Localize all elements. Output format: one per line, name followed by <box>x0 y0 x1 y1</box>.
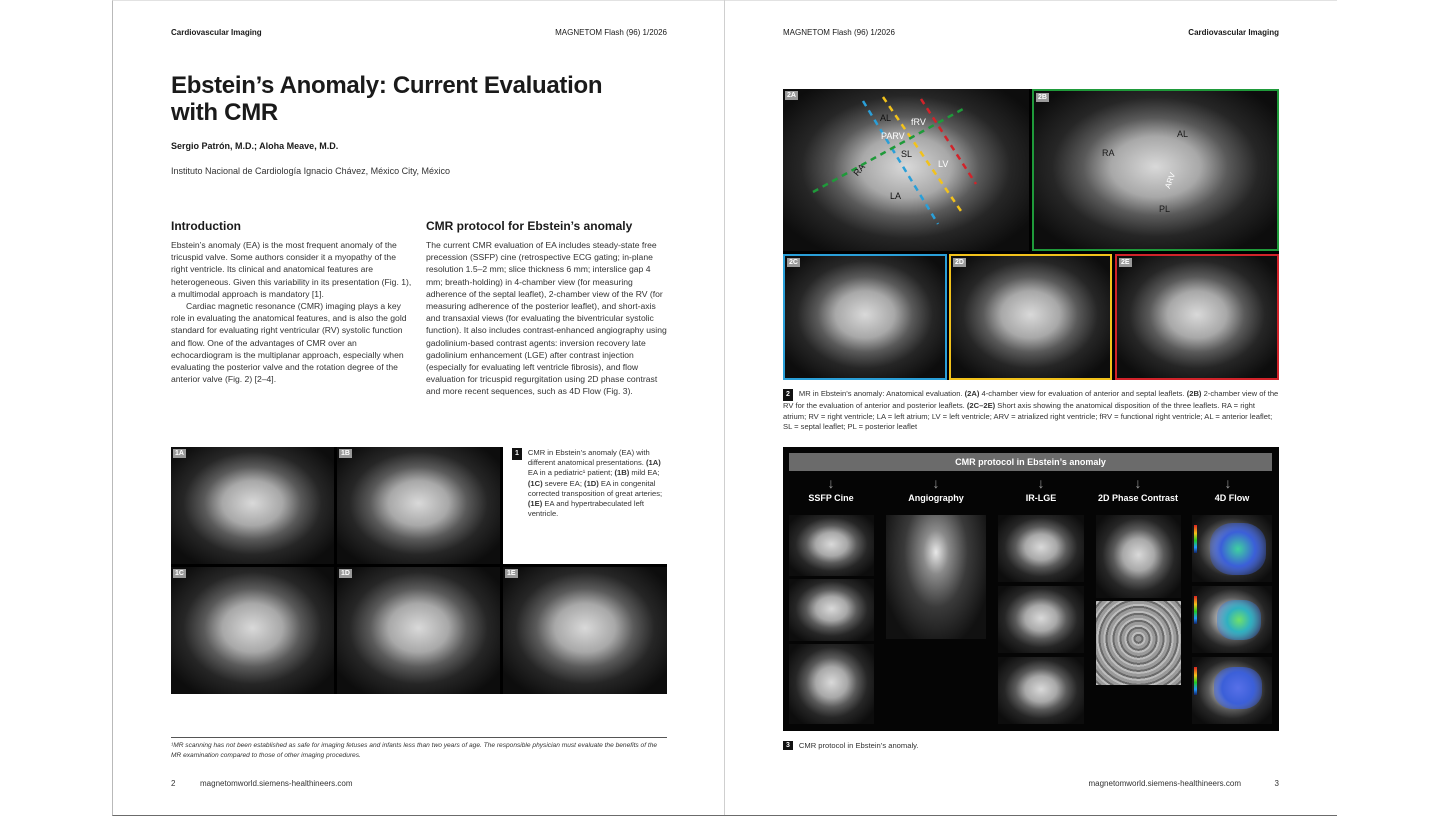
caption-text <box>783 389 1278 431</box>
panel-label: 2E <box>1121 259 1130 266</box>
body-paragraph: The current CMR evaluation of EA includes steady-state free precession (SSFP) cine (retrospective ECG gating; in-plane resolution 1.5–2 mm; slice thickness 6 mm; interslice gap 4 mm; breath-holding) in 4-chamber view (for measuring adherence of the septal leaflet), 2-chamber view of the RV (for measuring adherence of the posterior leaflet), and short-axis and transaxial views (for evaluating the biventricular systolic function). It also includes contrast-enhanced angiography using gadolinium-based contrast agents: inversion recovery late gadolinium enhancement (LGE) after contrast injection (especially for evaluating left ventricle fibrosis), and flow evaluation for tricuspid regurgitation using 2D phase contrast and more recent sequences, such as 4D Flow (Fig. 3). <box>426 240 667 397</box>
caption-panel-ref: (1A) <box>645 458 661 468</box>
section-heading: CMR protocol for Ebstein’s anomaly <box>426 219 633 233</box>
column-2d-phase-contrast: 2D Phase Contrast <box>1097 493 1179 503</box>
caption-panel-ref: (2C–2E) <box>966 401 996 411</box>
flow-overlay <box>1217 600 1261 640</box>
mri-image-1c <box>171 567 334 694</box>
article-affiliation: Instituto Nacional de Cardiología Ignacio Chávez, México City, México <box>171 166 450 176</box>
mri-image-2b <box>1032 89 1279 251</box>
caption-panel-ref: (2A) <box>964 389 980 398</box>
running-head-issue: MAGNETOM Flash (96) 1/2026 <box>555 28 667 37</box>
footnote: ¹MR scanning has not been established as safe for imaging fetuses and infants less than two years of age. The responsible physician must evaluate the benefits of the MR examination compared to those of other imaging procedures. <box>171 742 658 759</box>
caption-panel-ref: (2B) <box>1186 389 1202 398</box>
section-heading: Introduction <box>171 219 241 233</box>
caption-panel-ref: (1D) <box>584 478 599 488</box>
panel-label: 2A <box>787 92 796 99</box>
footnote-rule <box>171 737 667 738</box>
introduction-section <box>171 219 413 385</box>
body-paragraph: Cardiac magnetic resonance (CMR) imaging plays a key role in evaluating the anatomical features, and is also the gold standard for evaluating right ventricular (RV) systolic function and flow. One of the advantages of CMR over an echocardiogram is the multiplanar approach, especially when evaluating the posterior valve and the rotation degree of the anterior valve (Fig. 2) [2–4]. <box>171 301 407 385</box>
4d-flow-image-2 <box>1192 586 1272 653</box>
label-ra: RA <box>1102 148 1115 158</box>
article-authors: Sergio Patrón, M.D.; Aloha Meave, M.D. <box>171 141 339 151</box>
phase-contrast-velocity-image <box>1096 601 1181 685</box>
lge-image-3 <box>998 657 1084 724</box>
panel-label: 1B <box>341 450 350 457</box>
leaflet-plane-lines <box>783 89 1029 251</box>
mri-image-1d <box>337 567 500 694</box>
figure-3-caption <box>783 741 1279 750</box>
panel-label: 2D <box>955 259 964 266</box>
label-frv: fRV <box>911 117 926 127</box>
red-plane-line <box>921 99 976 184</box>
color-scale-bar <box>1194 667 1197 695</box>
protocol-banner: CMR protocol in Ebstein’s anomaly <box>789 453 1272 471</box>
label-arv: ARV <box>1163 171 1178 190</box>
column-ssfp-cine: SSFP Cine <box>808 493 854 503</box>
caption-segment: 4-chamber view for evaluation of anterior and septal leaflets. <box>979 389 1187 398</box>
label-parv: PARV <box>881 131 905 141</box>
figure-1-caption <box>512 448 667 519</box>
label-al: AL <box>1177 129 1189 139</box>
label-la: LA <box>890 191 902 201</box>
4d-flow-image-3 <box>1192 657 1272 724</box>
label-al: AL <box>880 113 892 123</box>
caption-segment: EA in a pediatric¹ patient; <box>527 468 615 478</box>
panel-label: 1E <box>507 570 516 577</box>
ssfp-image-2 <box>789 579 874 641</box>
caption-segment: MR in Ebstein’s anomaly: Anatomical evaluation. <box>798 389 965 398</box>
figure-3 <box>783 447 1279 731</box>
figure-2 <box>783 89 1279 380</box>
lge-image-2 <box>998 586 1084 653</box>
caption-text: CMR protocol in Ebstein’s anomaly. <box>798 741 919 750</box>
down-arrow-icon: ↓ <box>1224 475 1232 491</box>
figure-number: 2 <box>783 389 793 401</box>
flow-overlay <box>1210 523 1266 575</box>
flow-overlay <box>1214 667 1262 709</box>
4d-flow-image-1 <box>1192 515 1272 582</box>
mri-image-2a <box>783 89 1029 251</box>
label-pl: PL <box>1159 204 1171 214</box>
down-arrow-icon: ↓ <box>1037 475 1045 491</box>
caption-panel-ref: (1C) <box>527 478 543 488</box>
label-ra: RA <box>851 161 868 178</box>
website-link[interactable]: magnetomworld.siemens-healthineers.com <box>1088 779 1241 788</box>
mri-image-1b <box>337 447 500 564</box>
left-page <box>171 0 667 815</box>
caption-segment: 2-chamber view of the RV for the evaluation of anterior and posterior leaflets. <box>783 389 1279 411</box>
mri-image-1a <box>171 447 334 564</box>
panel-label: 1D <box>341 570 350 577</box>
page-gutter <box>724 0 725 815</box>
page-number: 2 <box>171 779 176 788</box>
running-head-section: Cardiovascular Imaging <box>171 28 262 37</box>
panel-label: 2C <box>789 259 798 266</box>
label-sl: SL <box>901 149 913 159</box>
caption-segment: EA in congenital corrected transposition of great arteries; <box>527 478 663 498</box>
figure-number: 3 <box>783 741 793 750</box>
page-number: 3 <box>1274 779 1279 788</box>
mri-image-2d <box>949 254 1112 380</box>
caption-panel-ref: (1E) <box>527 499 543 509</box>
caption-segment: severe EA; <box>542 478 585 488</box>
mri-image-1e <box>503 567 667 694</box>
caption-segment: Short axis showing the anatomical disposition of the three leaflets. RA = right atrium; RV = right ventricle; LA = left atrium; LV = left ventricle; ARV = atrialized right ventricle; fRV = functional right ventricle; AL = anterior leaflet; SL = septal leaflet; PL = posterior leaflet <box>783 401 1273 432</box>
figure-number: 1 <box>512 448 522 460</box>
panel-label: 1C <box>175 570 184 577</box>
angiography-image <box>886 515 986 639</box>
body-paragraph: Ebstein’s anomaly (EA) is the most frequent anomaly of the tricuspid valve. Some authors consider it a myopathy of the right ventricle. Its clinical and anatomical features are heterogeneous. Given this variability in its presentation (Fig. 1), a multimodal approach is mandatory [1]. <box>171 240 412 299</box>
caption-text <box>528 448 666 519</box>
protocol-section <box>426 219 668 398</box>
phase-contrast-magnitude-image <box>1096 515 1181 598</box>
panel-label: 2B <box>1038 94 1047 101</box>
column-4d-flow: 4D Flow <box>1214 493 1250 503</box>
down-arrow-icon: ↓ <box>932 475 940 491</box>
right-page <box>783 0 1279 815</box>
website-link[interactable]: magnetomworld.siemens-healthineers.com <box>200 779 353 788</box>
down-arrow-icon: ↓ <box>1134 475 1142 491</box>
ssfp-image-3 <box>789 644 874 724</box>
column-ir-lge: IR-LGE <box>1025 493 1057 503</box>
mri-image-2e <box>1115 254 1279 380</box>
caption-panel-ref: (1B) <box>614 468 630 478</box>
caption-segment: EA and hypertrabeculated left ventricle. <box>527 499 645 519</box>
column-angiography: Angiography <box>908 493 964 503</box>
running-head-issue: MAGNETOM Flash (96) 1/2026 <box>783 28 895 37</box>
panel-label: 1A <box>175 450 184 457</box>
article-title: Ebstein’s Anomaly: Current Evaluation with CMR <box>171 72 603 126</box>
down-arrow-icon: ↓ <box>827 475 835 491</box>
running-head-section: Cardiovascular Imaging <box>1188 28 1279 37</box>
caption-segment: CMR in Ebstein’s anomaly (EA) with different anatomical presentations. <box>527 448 650 468</box>
lge-image-1 <box>998 515 1084 582</box>
color-scale-bar <box>1194 525 1197 553</box>
caption-segment: mild EA; <box>629 468 660 478</box>
ssfp-image-1 <box>789 515 874 576</box>
mri-image-2c <box>783 254 947 380</box>
figure-2-caption <box>783 389 1279 433</box>
color-scale-bar <box>1194 596 1197 624</box>
label-lv: LV <box>938 159 949 169</box>
